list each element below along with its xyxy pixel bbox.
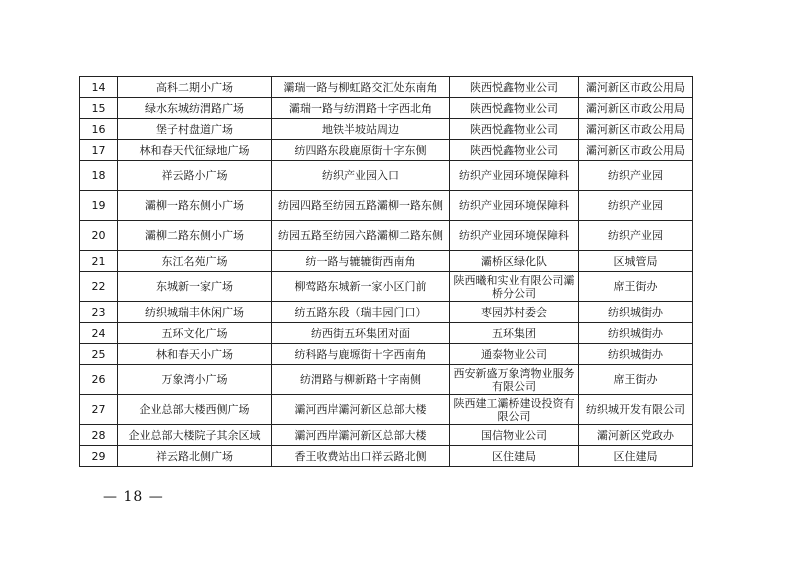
square-name: 东城新一家广场 (118, 272, 272, 302)
authority: 纺织城开发有限公司 (579, 395, 693, 425)
maintainer: 纺织产业园环境保障科 (450, 191, 579, 221)
square-name: 祥云路北侧广场 (118, 446, 272, 467)
row-number: 16 (80, 119, 118, 140)
row-number: 27 (80, 395, 118, 425)
location: 纺渭路与柳新路十字南侧 (272, 365, 450, 395)
square-name: 企业总部大楼院子其余区域 (118, 425, 272, 446)
authority: 灞河新区市政公用局 (579, 119, 693, 140)
location: 纺园五路至纺园六路灞柳二路东侧 (272, 221, 450, 251)
table-row (80, 323, 693, 344)
square-name: 东江名苑广场 (118, 251, 272, 272)
location: 纺园四路至纺园五路灞柳一路东侧 (272, 191, 450, 221)
location: 纺一路与辘辘街西南角 (272, 251, 450, 272)
authority: 灞河新区党政办 (579, 425, 693, 446)
page-number: — 18 — (103, 489, 164, 505)
table-row (80, 119, 693, 140)
location: 灞河西岸灞河新区总部大楼 (272, 425, 450, 446)
authority: 纺织产业园 (579, 161, 693, 191)
table-row (80, 302, 693, 323)
authority: 纺织城街办 (579, 302, 693, 323)
authority: 灞河新区市政公用局 (579, 77, 693, 98)
square-name: 五环文化广场 (118, 323, 272, 344)
authority: 纺织产业园 (579, 221, 693, 251)
square-name: 高科二期小广场 (118, 77, 272, 98)
table-row (80, 251, 693, 272)
table-row (80, 446, 693, 467)
maintainer: 陕西悦鑫物业公司 (450, 119, 579, 140)
maintainer: 通泰物业公司 (450, 344, 579, 365)
table-row (80, 395, 693, 425)
table-row (80, 77, 693, 98)
maintainer: 陕西建工灞桥建设投资有限公司 (450, 395, 579, 425)
authority: 区城管局 (579, 251, 693, 272)
square-name: 灞柳一路东侧小广场 (118, 191, 272, 221)
maintainer: 陕西曦和实业有限公司灞桥分公司 (450, 272, 579, 302)
authority: 纺织产业园 (579, 191, 693, 221)
maintainer: 国信物业公司 (450, 425, 579, 446)
table-row (80, 140, 693, 161)
maintainer: 陕西悦鑫物业公司 (450, 98, 579, 119)
row-number: 26 (80, 365, 118, 395)
location: 灞河西岸灞河新区总部大楼 (272, 395, 450, 425)
table-row (80, 425, 693, 446)
row-number: 17 (80, 140, 118, 161)
location: 香王收费站出口祥云路北侧 (272, 446, 450, 467)
maintainer: 纺织产业园环境保障科 (450, 221, 579, 251)
maintainer: 枣园苏村委会 (450, 302, 579, 323)
table-row (80, 365, 693, 395)
authority: 席王街办 (579, 365, 693, 395)
maintainer: 纺织产业园环境保障科 (450, 161, 579, 191)
location: 灞瑞一路与纺渭路十字西北角 (272, 98, 450, 119)
row-number: 24 (80, 323, 118, 344)
square-name: 绿水东城纺渭路广场 (118, 98, 272, 119)
authority: 灞河新区市政公用局 (579, 98, 693, 119)
authority: 纺织城街办 (579, 323, 693, 344)
row-number: 14 (80, 77, 118, 98)
location: 纺科路与鹿塬街十字西南角 (272, 344, 450, 365)
location: 纺五路东段（瑞丰园门口） (272, 302, 450, 323)
row-number: 20 (80, 221, 118, 251)
table-row (80, 221, 693, 251)
square-name: 万象湾小广场 (118, 365, 272, 395)
row-number: 25 (80, 344, 118, 365)
table-row (80, 161, 693, 191)
table-row (80, 344, 693, 365)
maintainer: 区住建局 (450, 446, 579, 467)
square-name: 企业总部大楼西侧广场 (118, 395, 272, 425)
authority: 席王街办 (579, 272, 693, 302)
location: 柳莺路东城新一家小区门前 (272, 272, 450, 302)
row-number: 29 (80, 446, 118, 467)
row-number: 19 (80, 191, 118, 221)
authority: 纺织城街办 (579, 344, 693, 365)
table-row (80, 272, 693, 302)
square-name: 灞柳二路东侧小广场 (118, 221, 272, 251)
square-name: 纺织城瑞丰休闲广场 (118, 302, 272, 323)
location: 纺西街五环集团对面 (272, 323, 450, 344)
table-row (80, 98, 693, 119)
maintainer: 西安新盛万象湾物业服务有限公司 (450, 365, 579, 395)
location: 地铁半坡站周边 (272, 119, 450, 140)
row-number: 15 (80, 98, 118, 119)
square-name: 祥云路小广场 (118, 161, 272, 191)
row-number: 18 (80, 161, 118, 191)
location: 灞瑞一路与柳虹路交汇处东南角 (272, 77, 450, 98)
square-name: 堡子村盘道广场 (118, 119, 272, 140)
row-number: 21 (80, 251, 118, 272)
maintainer: 五环集团 (450, 323, 579, 344)
maintainer: 陕西悦鑫物业公司 (450, 77, 579, 98)
row-number: 23 (80, 302, 118, 323)
square-name: 林和春天代征绿地广场 (118, 140, 272, 161)
authority: 灞河新区市政公用局 (579, 140, 693, 161)
square-name: 林和春天小广场 (118, 344, 272, 365)
maintainer: 陕西悦鑫物业公司 (450, 140, 579, 161)
location: 纺织产业园入口 (272, 161, 450, 191)
authority: 区住建局 (579, 446, 693, 467)
row-number: 28 (80, 425, 118, 446)
location: 纺四路东段鹿原街十字东侧 (272, 140, 450, 161)
row-number: 22 (80, 272, 118, 302)
maintainer: 灞桥区绿化队 (450, 251, 579, 272)
table-row (80, 191, 693, 221)
facility-table (79, 76, 693, 467)
